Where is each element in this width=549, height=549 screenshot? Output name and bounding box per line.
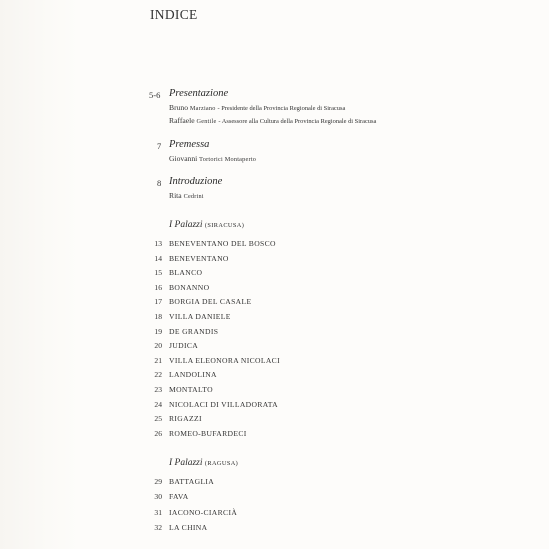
index-row (0, 354, 549, 368)
row-page-number: 15 (154, 268, 162, 278)
row-palazzo-name: RIGAZZI (169, 414, 202, 424)
row-page-number: 26 (154, 428, 162, 438)
index-row (0, 325, 549, 339)
row-page-number: 13 (154, 239, 162, 248)
index-row (0, 310, 549, 324)
page-title: INDICE (150, 7, 198, 22)
row-palazzo-name: NICOLACI DI VILLADORATA (169, 399, 278, 409)
row-palazzo-name: MONTALTO (169, 385, 213, 394)
row-page-number: 20 (154, 341, 162, 351)
row-palazzo-name: BENEVENTANO (169, 253, 229, 263)
author-last-name: Cedrini (183, 193, 204, 200)
author-first-name: Bruno (169, 103, 188, 112)
row-palazzo-name: LA CHINA (169, 522, 208, 532)
index-row (0, 490, 549, 504)
row-page-number: 23 (154, 385, 162, 394)
author-line (169, 191, 204, 200)
author-line (169, 103, 345, 112)
index-row (0, 266, 549, 280)
section-title: Presentazione (169, 88, 229, 99)
row-page-number: 22 (154, 370, 162, 380)
row-palazzo-name: BLANCO (169, 268, 203, 278)
row-page-number: 32 (154, 522, 162, 532)
author-role: - Presidente della Provincia Regionale di Siracusa (217, 105, 346, 112)
index-row (0, 383, 549, 397)
author-last-name: Gentile (196, 118, 217, 125)
author-last-name: Marziano (189, 105, 216, 112)
row-page-number: 25 (154, 414, 162, 424)
section-title: Introduzione (169, 176, 223, 187)
group-subtitle: (RAGUSA) (204, 460, 239, 467)
author-last-name: Tortorici Montaperto (199, 156, 257, 163)
section-page-number: 5-6 (149, 90, 161, 100)
row-page-number: 19 (154, 326, 162, 336)
row-page-number: 17 (154, 297, 162, 307)
row-palazzo-name: BONANNO (169, 282, 210, 292)
index-row (0, 398, 549, 412)
index-row (0, 368, 549, 382)
section-page-number: 8 (157, 178, 162, 188)
row-palazzo-name: ROMEO-BUFARDECI (169, 428, 247, 438)
author-role: - Assessore alla Cultura della Provincia Regionale di Siracusa (218, 118, 377, 125)
author-first-name: Rita (169, 191, 182, 200)
author-line (169, 116, 376, 125)
author-first-name: Giovanni (169, 154, 198, 163)
row-palazzo-name: VILLA ELEONORA NICOLACI (169, 355, 280, 365)
index-row (0, 339, 549, 353)
index-row (0, 237, 549, 251)
row-palazzo-name: JUDICA (169, 341, 199, 351)
row-page-number: 18 (154, 312, 162, 321)
row-palazzo-name: DE GRANDIS (169, 326, 219, 336)
group-title-text: I Palazzi (169, 458, 203, 468)
author-line (169, 154, 256, 163)
index-row (0, 506, 549, 520)
index-row (0, 475, 549, 489)
row-palazzo-name: LANDOLINA (169, 370, 217, 380)
row-page-number: 30 (154, 492, 162, 502)
row-page-number: 31 (154, 507, 162, 517)
index-row (0, 521, 549, 535)
group-subtitle: (SIRACUSA) (204, 222, 245, 229)
row-page-number: 21 (154, 355, 162, 365)
row-palazzo-name: BORGIA DEL CASALE (169, 297, 252, 307)
author-first-name: Raffaele (169, 116, 195, 125)
index-row (0, 295, 549, 309)
row-palazzo-name: IACONO-CIARCIÀ (169, 507, 238, 517)
row-page-number: 14 (154, 253, 162, 263)
row-palazzo-name: BENEVENTANO DEL BOSCO (169, 239, 276, 248)
row-palazzo-name: BATTAGLIA (169, 477, 215, 486)
index-row (0, 252, 549, 266)
index-row (0, 427, 549, 441)
group-title-text: I Palazzi (169, 220, 203, 230)
group-title (169, 220, 244, 230)
row-page-number: 24 (154, 399, 162, 409)
section-title: Premessa (169, 139, 210, 150)
row-palazzo-name: VILLA DANIELE (169, 312, 231, 321)
index-row (0, 412, 549, 426)
section-page-number: 7 (157, 141, 162, 151)
row-palazzo-name: FAVA (169, 492, 189, 502)
row-page-number: 29 (154, 477, 162, 486)
index-row (0, 281, 549, 295)
row-page-number: 16 (154, 282, 162, 292)
group-title (169, 458, 238, 468)
